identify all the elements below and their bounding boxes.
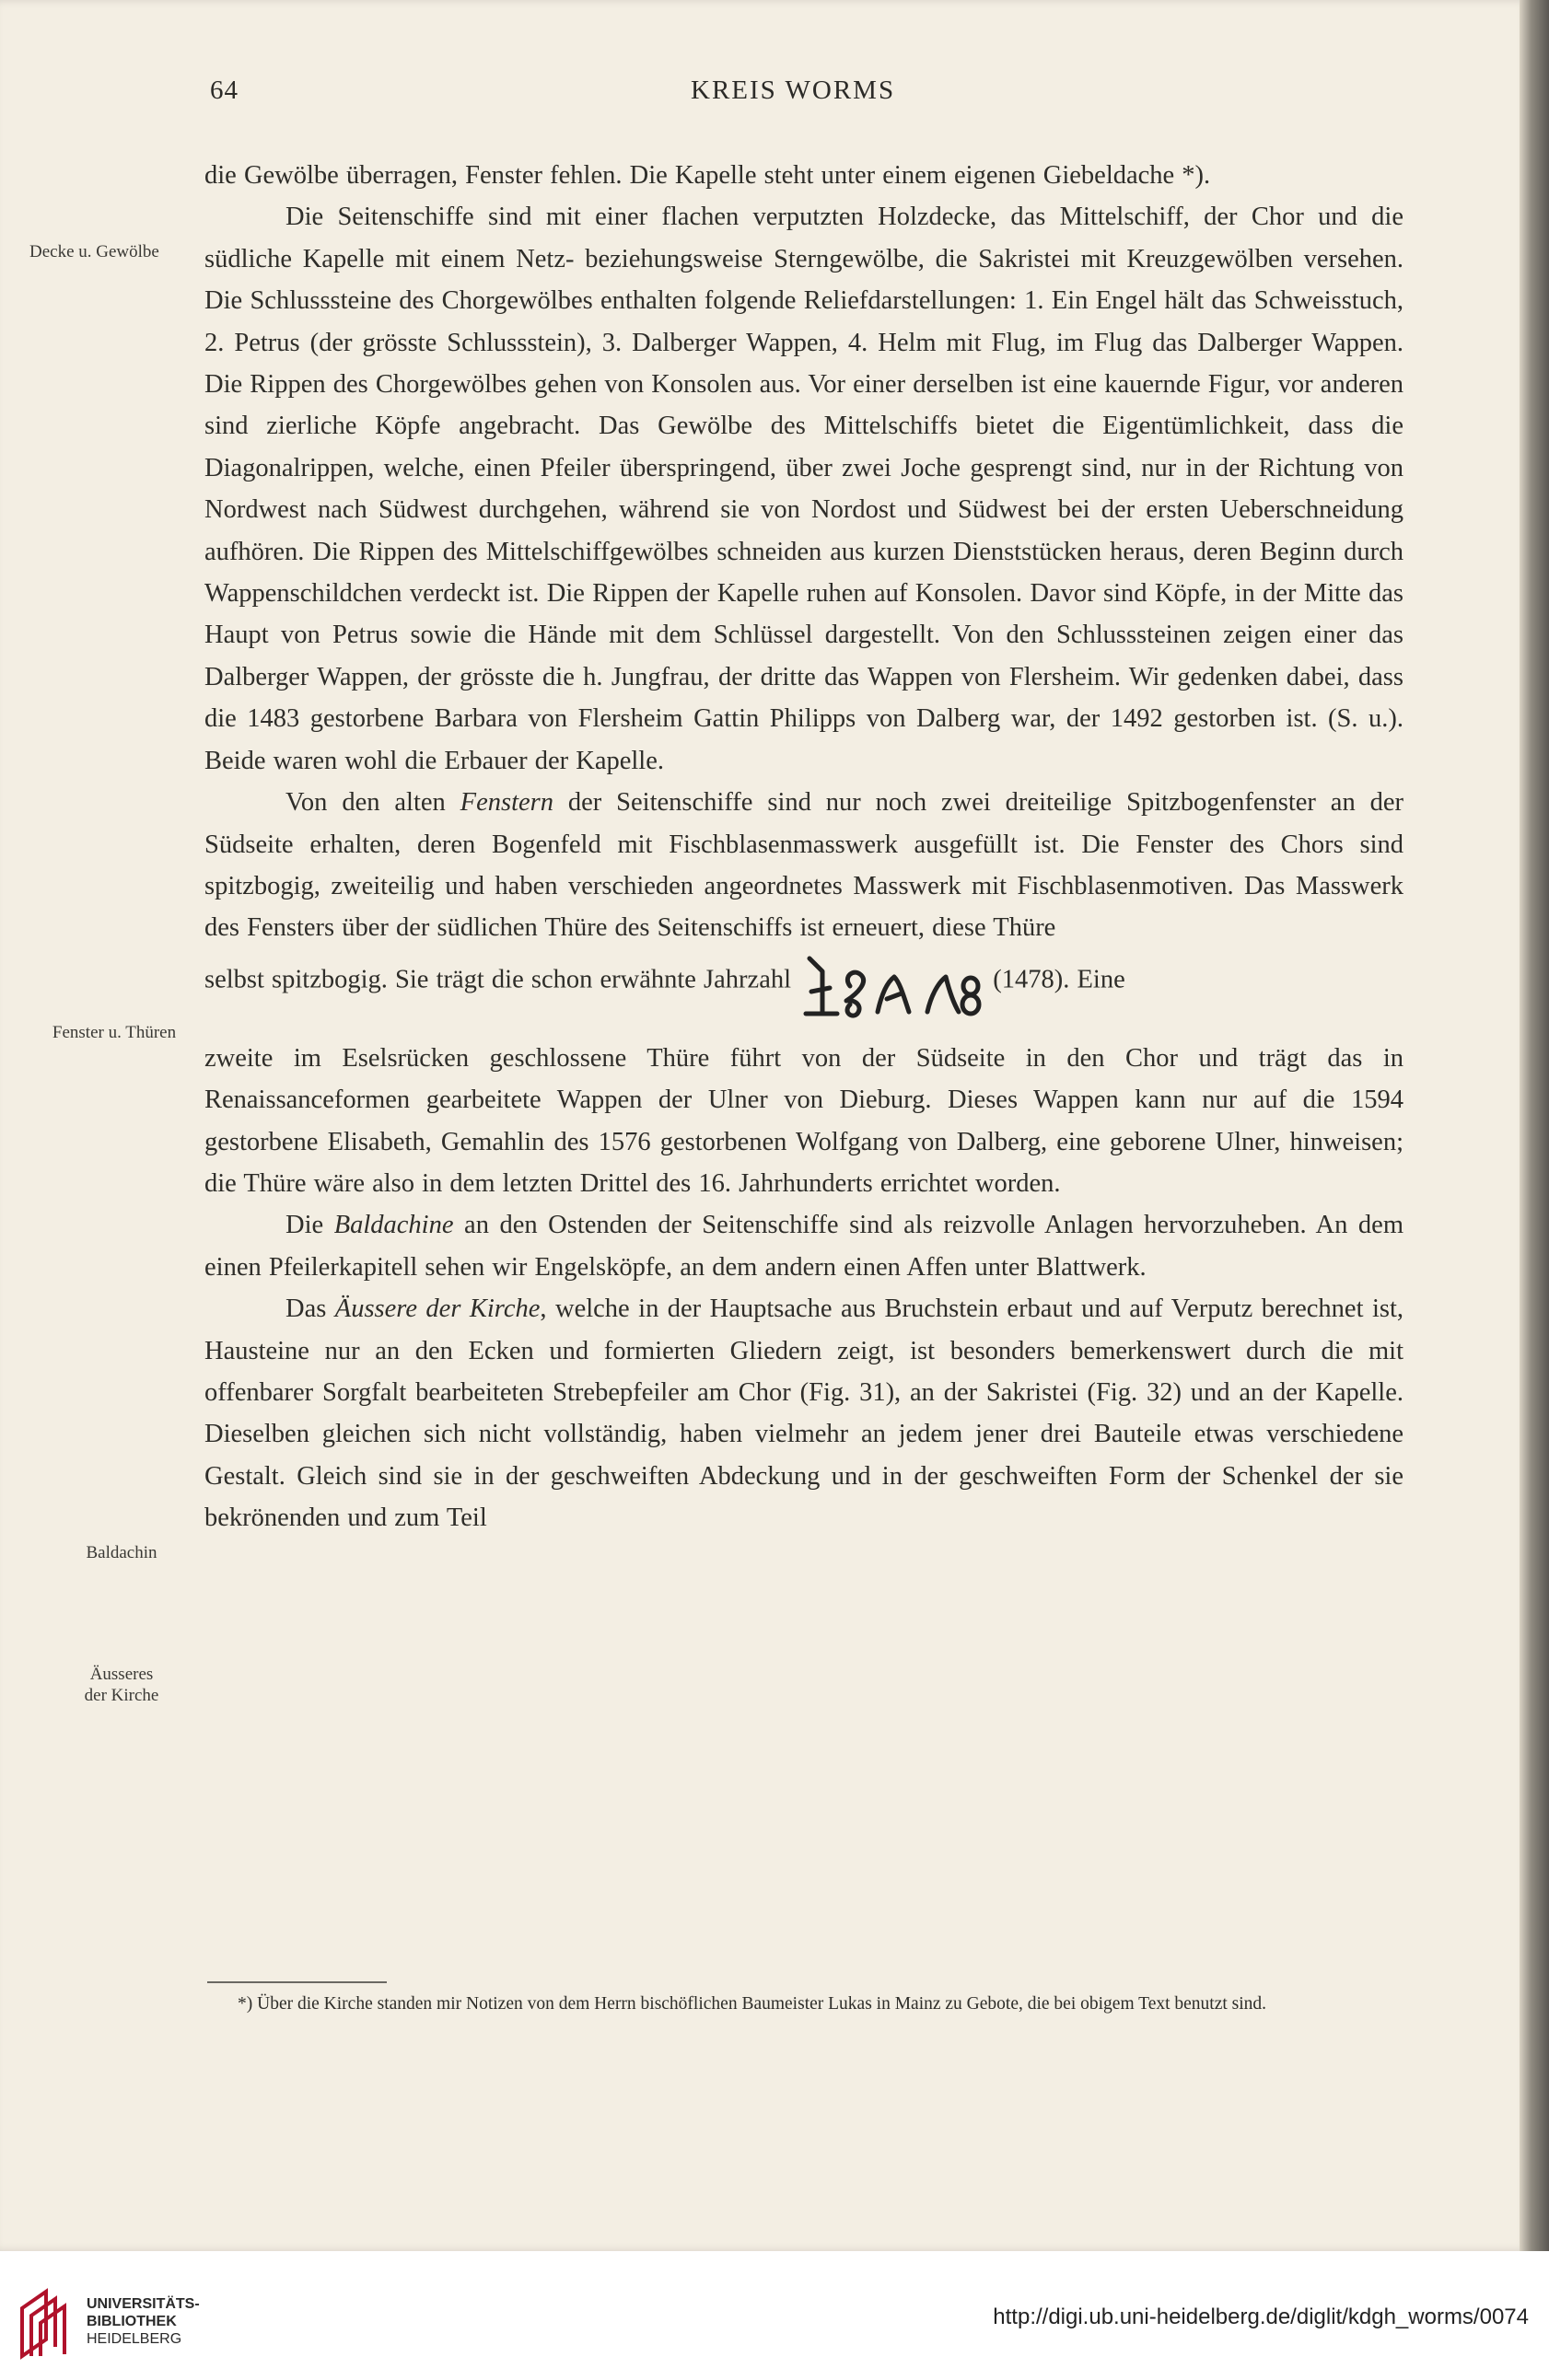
source-url-link[interactable]: http://digi.ub.uni-heidelberg.de/diglit/kdgh_worms/0074 (993, 2305, 1529, 2329)
paragraph-aeusseres-start: Das (285, 1294, 335, 1324)
paragraph-fenster-end: zweite im Eselsrücken geschlossene Thüre führt von der Südseite in den Chor und trägt das in Renaissanceformen gearbeitete Wappen der Ulner von Dieburg. Dieses Wappen kann nur auf die 1594 gestorbene Elisabeth, Gemahlin des 1576 gestorbenen Wolfgang von Dalberg, eine geborene Ulner, hinweisen; die Thüre wäre also in dem letzten Drittel des 16. Jahrhunderts errichtet worden. (204, 1043, 1403, 1198)
margin-note-fenster: Fenster u. Thüren (52, 1023, 177, 1042)
emphasis-aeussere: Äussere der Kirche (334, 1294, 541, 1324)
margin-note-aeusseres-line1: Äusseres (89, 1665, 154, 1684)
body-text (204, 155, 1403, 1539)
margin-note-aeusseres-line2: der Kirche (84, 1686, 159, 1705)
paragraph-baldachin-rest: an den Ostenden der Seitenschiffe sind als reizvolle Anlagen hervorzuheben. An dem einen Pfeilerkapitell sehen wir Engelsköpfe, an dem andern einen Affen unter Blattwerk. (204, 1211, 1403, 1282)
paragraph-continuation: die Gewölbe überragen, Fenster fehlen. Die Kapelle steht unter einem eigenen Giebeldache *). (204, 161, 1211, 190)
library-logo-icon (17, 2288, 72, 2360)
paragraph-baldachin-start: Die (285, 1211, 334, 1240)
footnote (204, 1991, 1403, 2017)
paragraph-aeusseres-rest: , welche in der Hauptsache aus Bruchstein erbaut und auf Verputz berechnet ist, Hausteine nur an den Ecken und formierten Gliedern zeigt, ist besonders bemerkenswert durch die mit offenbarer Sorgfalt bearbeiteten Strebepfeiler am Chor (Fig. 31), an der Sakristei (Fig. 32) und an der Kapelle. Dieselben gleichen sich nicht vollständig, haben vielmehr an jedem jener drei Bauteile etwas verschiedene Gestalt. Gleich sind sie in der geschweiften Abdeckung und in der geschweiften Form der Schenkel der sie bekrönenden und zum Teil (204, 1294, 1403, 1533)
paragraph-fenster-start: Von den alten (285, 788, 460, 818)
footnote-text: *) Über die Kirche standen mir Notizen von dem Herrn bischöflichen Baumeister Lukas in Mainz zu Gebote, die bei obigem Text benutzt sind. (238, 1994, 1267, 2014)
jahrzahl-date-glyph (802, 955, 982, 1019)
margin-note-baldachin: Baldachin (86, 1543, 157, 1562)
digitization-footer (0, 2251, 1549, 2380)
running-head (0, 75, 1531, 112)
paragraph-aeusseres (204, 1288, 1403, 1538)
paragraph-decke: Die Seitenschiffe sind mit einer flachen verputzten Holzdecke, das Mittelschiff, der Chor und die südliche Kapelle mit einem Netz- beziehungsweise Sterngewölbe, die Sakristei mit Kreuzgewölben versehen. Die Schlusssteine des Chorgewölbes enthalten folgende Reliefdarstellungen: 1. Ein Engel hält das Schweisstuch, 2. Petrus (der grösste Schlussstein), 3. Dalberger Wappen, 4. Helm mit Flug, im Flug das Dalberger Wappen. Die Rippen des Chorgewölbes gehen von Konsolen aus. Vor einer derselben ist eine kauernde Figur, vor anderen sind zierliche Köpfe angebracht. Das Gewölbe des Mittelschiffs bietet die Eigentümlichkeit, dass die Diagonalrippen, welche, einen Pfeiler überspringend, über zwei Joche gesprengt sind, nur in der Richtung von Nordwest nach Südwest durchgehen, während sie von Nordost und Südwest bei der ersten Ueberschneidung aufhören. Die Rippen des Mittelschiffgewölbes schneiden aus kurzen Dienststücken heraus, deren Beginn durch Wappenschildchen verdeckt ist. Die Rippen der Kapelle ruhen auf Konsolen. Davor sind Köpfe, in der Mitte das Haupt von Petrus sowie die Hände mit dem Schlüssel dargestellt. Von den Schlusssteinen zeigen einer das Dalberger Wappen, der grösste die h. Jungfrau, der dritte das Wappen von Flersheim. Wir gedenken dabei, dass die 1483 gestorbene Barbara von Flersheim Gattin Philipps von Dalberg war, der 1492 gestorben ist. (S. u.). Beide waren wohl die Erbauer der Kapelle. (204, 203, 1403, 775)
margin-note-decke: Decke u. Gewölbe (29, 242, 159, 261)
emphasis-baldachine: Baldachine (333, 1211, 454, 1240)
emphasis-fenstern: Fenstern (460, 788, 553, 818)
jahrzahl-text-after: (1478). Eine (993, 965, 1125, 994)
paragraph-fenster-rest: der Seitenschiffe sind nur noch zwei dreiteilige Spitzbogenfenster an der Südseite erhalten, deren Bogenfeld mit Fischblasenmasswerk ausgefüllt ist. Die Fenster des Chors sind spitzbogig, zweiteilig und haben verschieden angeordnetes Masswerk mit Fischblasenmotiven. Das Masswerk des Fensters über der südlichen Thüre des Seitenschiffs ist erneuert, diese Thüre (204, 788, 1403, 943)
page-number: 64 (210, 75, 239, 105)
paragraph-fenster (204, 782, 1403, 949)
logo-line-3: HEIDELBERG (87, 2331, 182, 2347)
logo-line-2: BIBLIOTHEK (87, 2314, 177, 2329)
paragraph-baldachin (204, 1204, 1403, 1288)
library-logo-text (87, 2295, 200, 2348)
footnote-rule (207, 1981, 387, 1983)
page-edge-shadow (1520, 0, 1549, 2251)
jahrzahl-text-before: selbst spitzbogig. Sie trägt die schon erwähnte Jahrzahl (204, 965, 792, 994)
logo-line-1: UNIVERSITÄTS- (87, 2296, 200, 2312)
running-title: KREIS WORMS (691, 75, 896, 105)
paragraph-jahrzahl-line (204, 949, 1403, 1038)
margin-note-aeusseres (35, 1664, 208, 1706)
